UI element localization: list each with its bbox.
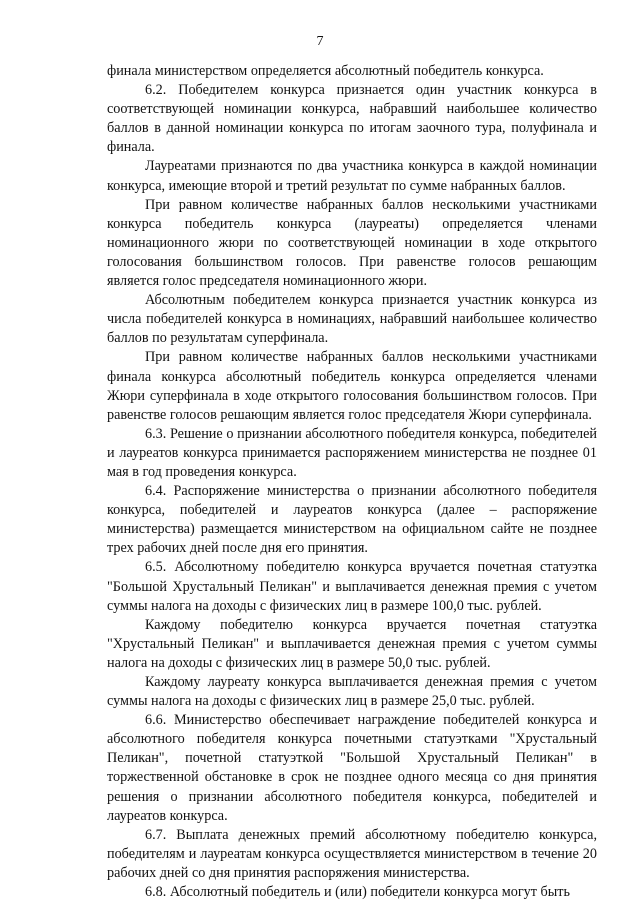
paragraph-6-5: 6.5. Абсолютному победителю конкурса вручается почетная статуэтка "Большой Хрустальный Пеликан" и выплачивается денежная премия с учетом суммы налога на доходы с физических лиц в размере 100,0 тыс. рублей. bbox=[107, 559, 597, 614]
paragraph-6-8: 6.8. Абсолютный победитель и (или) победители конкурса могут быть bbox=[145, 884, 570, 901]
paragraph-continuation: финала министерством определяется абсолютный победитель конкурса. bbox=[107, 63, 544, 79]
paragraph-6-7: 6.7. Выплата денежных премий абсолютному победителю конкурса, победителям и лауреатам конкурса осуществляется министерством в течение 20 рабочих дней со дня принятия распоряжения министерства. bbox=[107, 826, 597, 881]
paragraph-6-3: 6.3. Решение о признании абсолютного победителя конкурса, победителей и лауреатов конкурса принимается распоряжением министерства не позднее 01 мая в год проведения конкурса. bbox=[107, 425, 597, 480]
paragraph-laureates: Лауреатами признаются по два участника конкурса в каждой номинации конкурса, имеющие второй и третий результат по сумме набранных баллов. bbox=[107, 158, 597, 194]
paragraph-laureate-award: Каждому лауреату конкурса выплачивается денежная премия с учетом суммы налога на доходы с физических лиц в размере 25,0 тыс. рублей. bbox=[107, 674, 597, 710]
paragraph-6-2: 6.2. Победителем конкурса признается один участник конкурса в соответствующей номинации конкурса, набравший наибольшее количество баллов в данной номинации конкурса по итогам заочного тура, полуфинала и финала. bbox=[107, 82, 597, 156]
document-body bbox=[107, 62, 597, 902]
paragraph-absolute-winner: Абсолютным победителем конкурса признается участник конкурса из числа победителей конкурса в номинациях, набравший наибольшее количество баллов по результатам суперфинала. bbox=[107, 292, 597, 347]
paragraph-equal-score-nomination: При равном количестве набранных баллов несколькими участниками конкурса победитель конкурса (лауреаты) определяется членами номинационного жюри по соответствующей номинации в ходе открытого голосования большинством голосов. При равенстве голосов решающим является голос председателя номинационного жюри. bbox=[107, 196, 597, 290]
paragraph-6-6: 6.6. Министерство обеспечивает награждение победителей конкурса и абсолютного победителя конкурса почетными статуэтками "Хрустальный Пеликан", почетной статуэткой "Большой Хрустальный Пеликан" в торжественной обстановке в срок не позднее одного месяца со дня принятия решения о признании абсолютного победителя конкурса, победителей и лауреатов конкурса. bbox=[107, 712, 597, 824]
paragraph-winner-award: Каждому победителю конкурса вручается почетная статуэтка "Хрустальный Пеликан" и выплачивается денежная премия с учетом суммы налога на доходы с физических лиц в размере 50,0 тыс. рублей. bbox=[107, 616, 597, 671]
page-number: 7 bbox=[316, 34, 324, 49]
paragraph-6-4: 6.4. Распоряжение министерства о признании абсолютного победителя конкурса, победителей и лауреатов конкурса (далее – распоряжение министерства) размещается министерством на официальном сайте не позднее трех рабочих дней после дня его принятия. bbox=[107, 483, 597, 557]
paragraph-equal-score-final: При равном количестве набранных баллов несколькими участниками финала конкурса абсолютный победитель конкурса определяется членами Жюри суперфинала в ходе открытого голосования большинством голосов. При равенстве голосов решающим является голос председателя Жюри суперфинала. bbox=[107, 349, 597, 423]
